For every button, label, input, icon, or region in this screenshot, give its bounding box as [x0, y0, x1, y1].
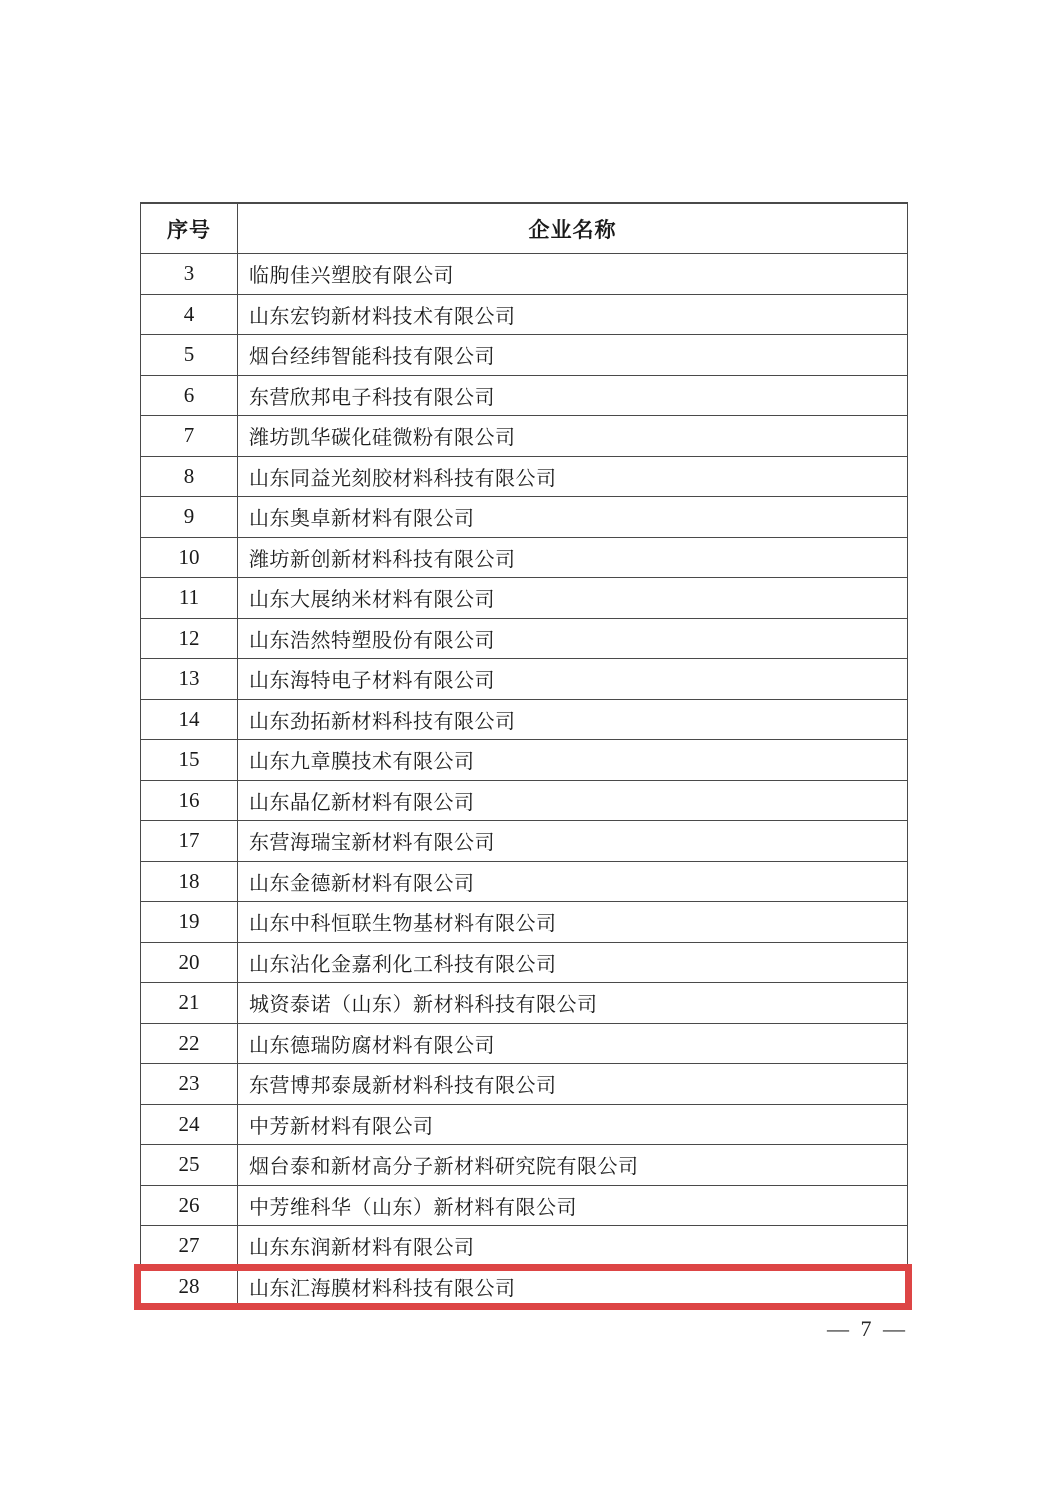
- table-row: [141, 375, 907, 416]
- company-name-cell: 山东劲拓新材料科技有限公司: [249, 710, 516, 733]
- row-index-cell: 11: [141, 578, 238, 618]
- table-row: [141, 577, 907, 618]
- header-serial-number: 序号: [141, 204, 238, 253]
- table: [140, 202, 908, 1307]
- row-index-cell: 10: [141, 538, 238, 578]
- company-name-cell: 山东金德新材料有限公司: [249, 872, 475, 895]
- table-row: [141, 1023, 907, 1064]
- row-index-cell: 7: [141, 416, 238, 456]
- table-row: [141, 699, 907, 740]
- company-name-cell: 山东汇海膜材料科技有限公司: [249, 1277, 516, 1300]
- row-index-cell: 22: [141, 1024, 238, 1064]
- row-index-cell: 9: [141, 497, 238, 537]
- row-index-cell: 25: [141, 1145, 238, 1185]
- row-index-cell: 18: [141, 862, 238, 902]
- company-name-cell: 山东大展纳米材料有限公司: [249, 589, 495, 612]
- table-row: [141, 739, 907, 780]
- company-name-cell: 山东浩然特塑股份有限公司: [249, 629, 495, 652]
- row-index-cell: 17: [141, 821, 238, 861]
- company-name-cell: 烟台经纬智能科技有限公司: [249, 346, 495, 369]
- company-name-cell: 山东东润新材料有限公司: [249, 1237, 475, 1260]
- row-index-cell: 20: [141, 943, 238, 983]
- table-header-row: [141, 204, 907, 253]
- company-name-cell: 潍坊新创新材料科技有限公司: [249, 548, 516, 571]
- company-name-cell: 山东中科恒联生物基材料有限公司: [249, 913, 557, 936]
- company-name-cell: 山东海特电子材料有限公司: [249, 670, 495, 693]
- row-index-cell: 27: [141, 1226, 238, 1266]
- company-name-cell: 山东沾化金嘉利化工科技有限公司: [249, 953, 557, 976]
- company-name-cell: 烟台泰和新材高分子新材料研究院有限公司: [249, 1156, 639, 1179]
- company-name-cell: 中芳新材料有限公司: [249, 1115, 434, 1138]
- row-index-cell: 5: [141, 335, 238, 375]
- row-index-cell: 24: [141, 1105, 238, 1145]
- table-row: [141, 1266, 907, 1307]
- company-table: [140, 202, 908, 1307]
- row-index-cell: 4: [141, 295, 238, 335]
- page-number: — 7 —: [827, 1316, 908, 1341]
- row-index-cell: 21: [141, 983, 238, 1023]
- row-index-cell: 15: [141, 740, 238, 780]
- table-row: [141, 901, 907, 942]
- table-row: [141, 618, 907, 659]
- table-row: [141, 942, 907, 983]
- header-company-name: 企业名称: [528, 218, 617, 242]
- table-row: [141, 456, 907, 497]
- table-row: [141, 658, 907, 699]
- row-index-cell: 23: [141, 1064, 238, 1104]
- table-row: [141, 1063, 907, 1104]
- company-name-cell: 山东晶亿新材料有限公司: [249, 791, 475, 814]
- row-index-cell: 19: [141, 902, 238, 942]
- table-row: [141, 820, 907, 861]
- table-row: [141, 1225, 907, 1266]
- table-row: [141, 1144, 907, 1185]
- company-name-cell: 城资泰诺（山东）新材料科技有限公司: [249, 994, 598, 1017]
- table-row: [141, 294, 907, 335]
- table-row: [141, 496, 907, 537]
- company-name-cell: 山东奥卓新材料有限公司: [249, 508, 475, 531]
- row-index-cell: 16: [141, 781, 238, 821]
- row-index-cell: 3: [141, 254, 238, 294]
- company-name-cell: 潍坊凯华碳化硅微粉有限公司: [249, 427, 516, 450]
- row-index-cell: 6: [141, 376, 238, 416]
- company-name-cell: 东营海瑞宝新材料有限公司: [249, 832, 495, 855]
- row-index-cell: 12: [141, 619, 238, 659]
- company-name-cell: 中芳维科华（山东）新材料有限公司: [249, 1196, 577, 1219]
- company-name-cell: 山东宏钧新材料技术有限公司: [249, 305, 516, 328]
- row-index-cell: 14: [141, 700, 238, 740]
- table-row: [141, 253, 907, 294]
- table-row: [141, 861, 907, 902]
- table-body: [141, 253, 907, 1306]
- company-name-cell: 山东九章膜技术有限公司: [249, 751, 475, 774]
- table-row: [141, 780, 907, 821]
- table-row: [141, 415, 907, 456]
- row-index-cell: 13: [141, 659, 238, 699]
- table-row: [141, 537, 907, 578]
- company-name-cell: 山东同益光刻胶材料科技有限公司: [249, 467, 557, 490]
- company-name-cell: 东营博邦泰晟新材料科技有限公司: [249, 1075, 557, 1098]
- company-name-cell: 临朐佳兴塑胶有限公司: [249, 265, 454, 288]
- company-name-cell: 东营欣邦电子科技有限公司: [249, 386, 495, 409]
- table-row: [141, 982, 907, 1023]
- row-index-cell: 8: [141, 457, 238, 497]
- row-index-cell: 28: [141, 1267, 238, 1307]
- company-name-cell: 山东德瑞防腐材料有限公司: [249, 1034, 495, 1057]
- table-row: [141, 334, 907, 375]
- table-row: [141, 1104, 907, 1145]
- table-row: [141, 1185, 907, 1226]
- row-index-cell: 26: [141, 1186, 238, 1226]
